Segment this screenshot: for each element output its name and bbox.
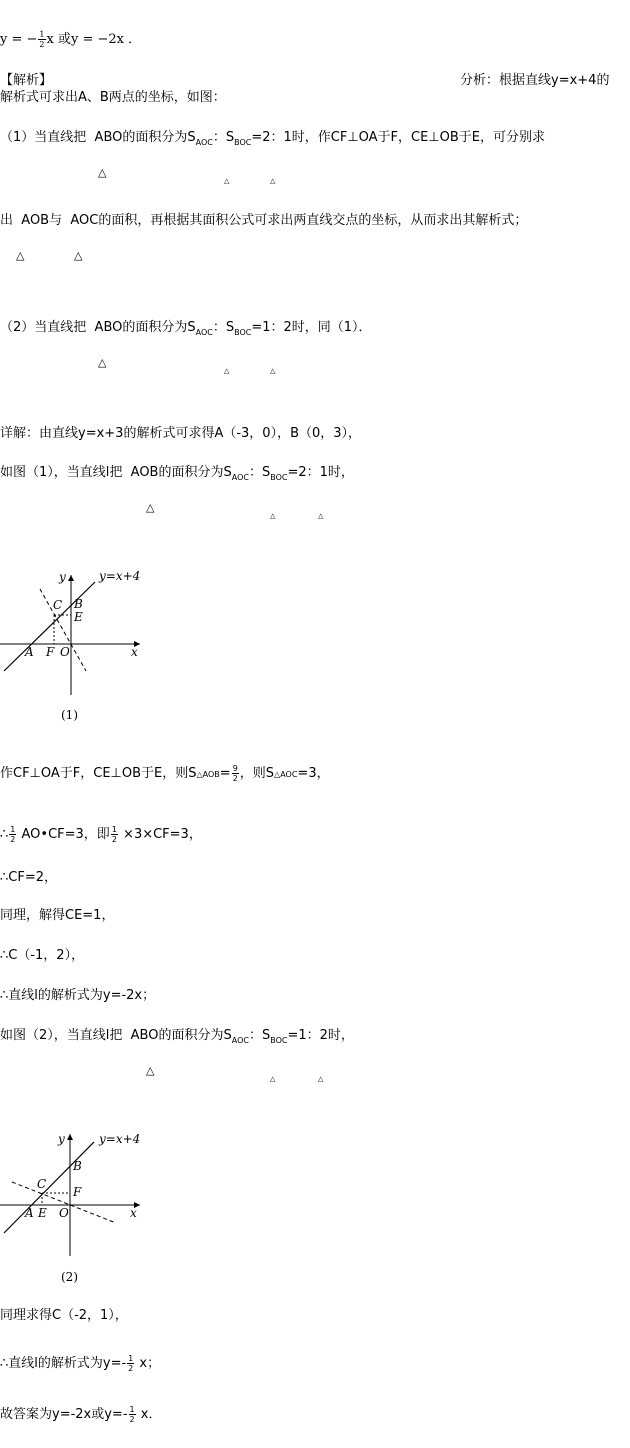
- point-f-label: F: [46, 645, 55, 659]
- triangle-symbol: △: [98, 166, 107, 179]
- x-label: x: [130, 1206, 137, 1220]
- triangle-symbol: △: [270, 177, 276, 185]
- point-e-label: E: [38, 1206, 47, 1220]
- line-label: y=x+4: [99, 569, 141, 583]
- figure-2-caption: (2): [61, 1270, 78, 1284]
- step-point-c: ∴C（-1，2），: [0, 948, 85, 963]
- fig1-intro: 如图（1），当直线l把 AOB的面积分为$S_{AOC}$：$S_{BOC}=2$：1时，: [0, 465, 354, 482]
- point-o-label: O: [60, 645, 70, 659]
- step-line-eq-2: ∴直线l的解析式为y=- $\frac{1}{2}$ x；: [0, 1354, 161, 1373]
- para1: （1）当直线把 ABO的面积分为$S_{AOC}$：$S_{BOC}=2$：1时，作CF⊥OA于F，CE⊥OB于E，可分别求: [0, 130, 546, 147]
- triangle-symbol: △: [224, 177, 230, 185]
- triangle-symbol: △: [270, 367, 276, 375]
- triangle-symbol: △: [270, 512, 276, 520]
- point-c-label: C: [37, 1177, 47, 1191]
- figure-1-caption: (1): [61, 708, 78, 722]
- triangle-symbol: △: [224, 367, 230, 375]
- point-c-label: C: [53, 598, 63, 612]
- triangle-symbol: △: [74, 249, 83, 262]
- point-b-label: B: [73, 1159, 82, 1173]
- x-label: x: [131, 645, 138, 659]
- point-e-label: E: [74, 610, 83, 624]
- final-answer: 故答案为y=-2x或y=- $\frac{1}{2}$ x．: [0, 1405, 162, 1424]
- triangle-symbol: △: [16, 249, 25, 262]
- detail-line: 详解：由直线y=x+3的解析式可求得A（-3，0），B（0，3），: [0, 426, 362, 441]
- step-s-aob: 作CF⊥OA于F，CE⊥OB于E，则S△AOB= $\frac{9}{2}$ ，则S△AOC=3，: [0, 764, 330, 783]
- step-cf: ∴CF=2，: [0, 870, 57, 885]
- para2: （2）当直线把 ABO的面积分为$S_{AOC}$：$S_{BOC}=1$：2时，同（1）．: [0, 320, 372, 337]
- step-ce: 同理，解得CE=1，: [0, 908, 115, 923]
- point-f-label: F: [73, 1185, 82, 1199]
- y-axis-arrow: [67, 1134, 73, 1140]
- triangle-symbol: △: [146, 1064, 155, 1077]
- analysis-right: 分析：根据直线y=x+4的: [460, 73, 610, 88]
- step-area-equation: ∴ $\frac{1}{2}$ AO•CF=3，即 $\frac{1}{2}$ ×3×CF=3，: [0, 825, 202, 844]
- para1b: 出 AOB与 AOC的面积，再根据其面积公式可求出两直线交点的坐标，从而求出其解析式；: [0, 213, 528, 228]
- analysis-line2: 解析式可求出A、B两点的坐标，如图：: [0, 90, 226, 105]
- figure-2: [0, 1128, 170, 1258]
- analysis-label: 【解析】: [0, 73, 53, 88]
- line-label: y=x+4: [99, 1132, 141, 1146]
- triangle-symbol: △: [318, 1075, 324, 1083]
- triangle-symbol: △: [98, 356, 107, 369]
- answer-line: y = − $\frac{1}{2}$ x 或y = −2x ．: [0, 30, 142, 49]
- figure-1: [0, 565, 170, 700]
- answer-fraction: $\frac{1}{2}$: [39, 30, 45, 49]
- step-point-c-2: 同理求得C（-2，1），: [0, 1308, 128, 1323]
- y-label: y: [58, 1132, 65, 1146]
- answer-lhs: y = −: [0, 32, 38, 47]
- triangle-symbol: △: [146, 501, 155, 514]
- fig2-intro: 如图（2），当直线l把 ABO的面积分为$S_{AOC}$：$S_{BOC}=1$：2时，: [0, 1028, 354, 1045]
- triangle-symbol: △: [270, 1075, 276, 1083]
- point-b-label: B: [74, 597, 83, 611]
- triangle-symbol: △: [318, 512, 324, 520]
- point-a-label: A: [25, 645, 34, 659]
- y-axis-arrow: [68, 575, 74, 581]
- step-line-eq-1: ∴直线l的解析式为y=-2x；: [0, 988, 156, 1003]
- y-label: y: [59, 570, 66, 584]
- point-o-label: O: [59, 1206, 69, 1220]
- point-a-label: A: [25, 1206, 34, 1220]
- answer-mid: x 或y = −2x: [46, 32, 124, 47]
